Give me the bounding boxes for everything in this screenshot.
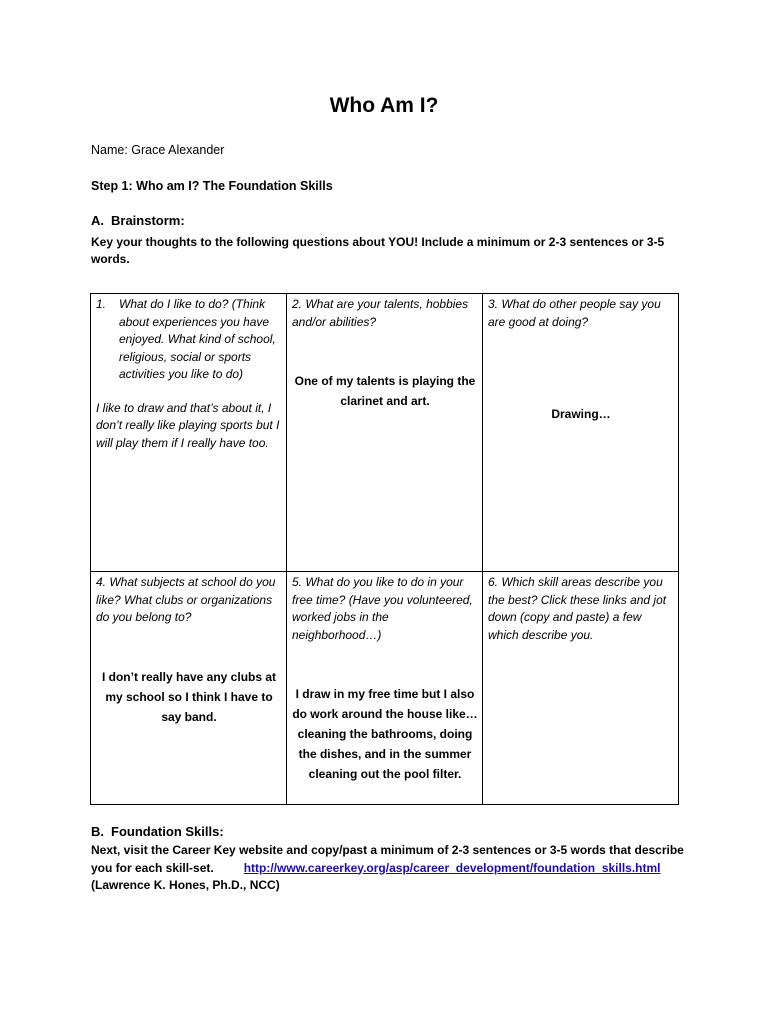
- section-b-instructions: Next, visit the Career Key website and copy/past a minimum of 2-3 sentences or 3-5 words that describe you for each skill-set.: [91, 843, 684, 875]
- table-cell-6[interactable]: [483, 572, 679, 805]
- section-b-heading: [91, 824, 224, 839]
- section-b-title: Foundation Skills:: [111, 824, 224, 839]
- author-credit: (Lawrence K. Hones, Ph.D., NCC): [91, 878, 280, 892]
- section-a-letter: A.: [91, 213, 104, 228]
- table-cell-5[interactable]: [287, 572, 483, 805]
- table-row: [91, 294, 679, 572]
- answer-4: I don’t really have any clubs at my school so I think I have to say band.: [101, 669, 277, 724]
- answer-2: One of my talents is playing the clarinet and art.: [294, 374, 476, 408]
- instructions-text: Key your thoughts to the following questions about YOU! Include a minimum or 2-3 sentences or 3-5 words.: [91, 235, 665, 266]
- answer-3: Drawing…: [551, 407, 611, 421]
- table-cell-3[interactable]: [483, 294, 679, 572]
- answer-5: I draw in my free time but I also do work around the house like…cleaning the bathrooms, doing the dishes, and in the summer cleaning out the pool filter.: [292, 687, 478, 781]
- section-a-title: Brainstorm:: [111, 213, 185, 228]
- step-heading: Step 1: Who am I? The Foundation Skills: [91, 179, 333, 193]
- question-text: What do I like to do? (Think about experiences you have enjoyed. What kind of school, religious, social or sports activities you like to do): [119, 297, 276, 381]
- table-row: [91, 572, 679, 805]
- section-b-letter: B.: [91, 824, 104, 839]
- brainstorm-table: [90, 293, 679, 805]
- section-a-heading: [91, 213, 185, 228]
- table-cell-2[interactable]: [287, 294, 483, 572]
- table-cell-4[interactable]: [91, 572, 287, 805]
- student-name: Name: Grace Alexander: [91, 143, 225, 157]
- answer-1: I like to draw and that’s about it, I don’t really like playing sports but I will play them if I really have too.: [96, 400, 280, 450]
- career-key-link[interactable]: http://www.careerkey.org/asp/career_development/foundation_skills.html: [243, 860, 661, 875]
- page-title: Who Am I?: [329, 94, 439, 117]
- section-b-text: [91, 842, 691, 895]
- question-2: 2. What are your talents, hobbies and/or abilities?: [292, 297, 469, 329]
- question-3: 3. What do other people say you are good at doing?: [488, 297, 661, 329]
- question-1: [96, 296, 282, 384]
- question-5: 5. What do you like to do in your free time? (Have you volunteered, worked jobs in the neighborhood…): [292, 575, 473, 642]
- question-4: 4. What subjects at school do you like? What clubs or organizations do you belong to?: [96, 575, 276, 624]
- question-number: 1.: [96, 297, 107, 311]
- question-6: 6. Which skill areas describe you the best? Click these links and jot down (copy and paste) a few which describe you.: [488, 575, 667, 642]
- table-cell-1[interactable]: [91, 294, 287, 572]
